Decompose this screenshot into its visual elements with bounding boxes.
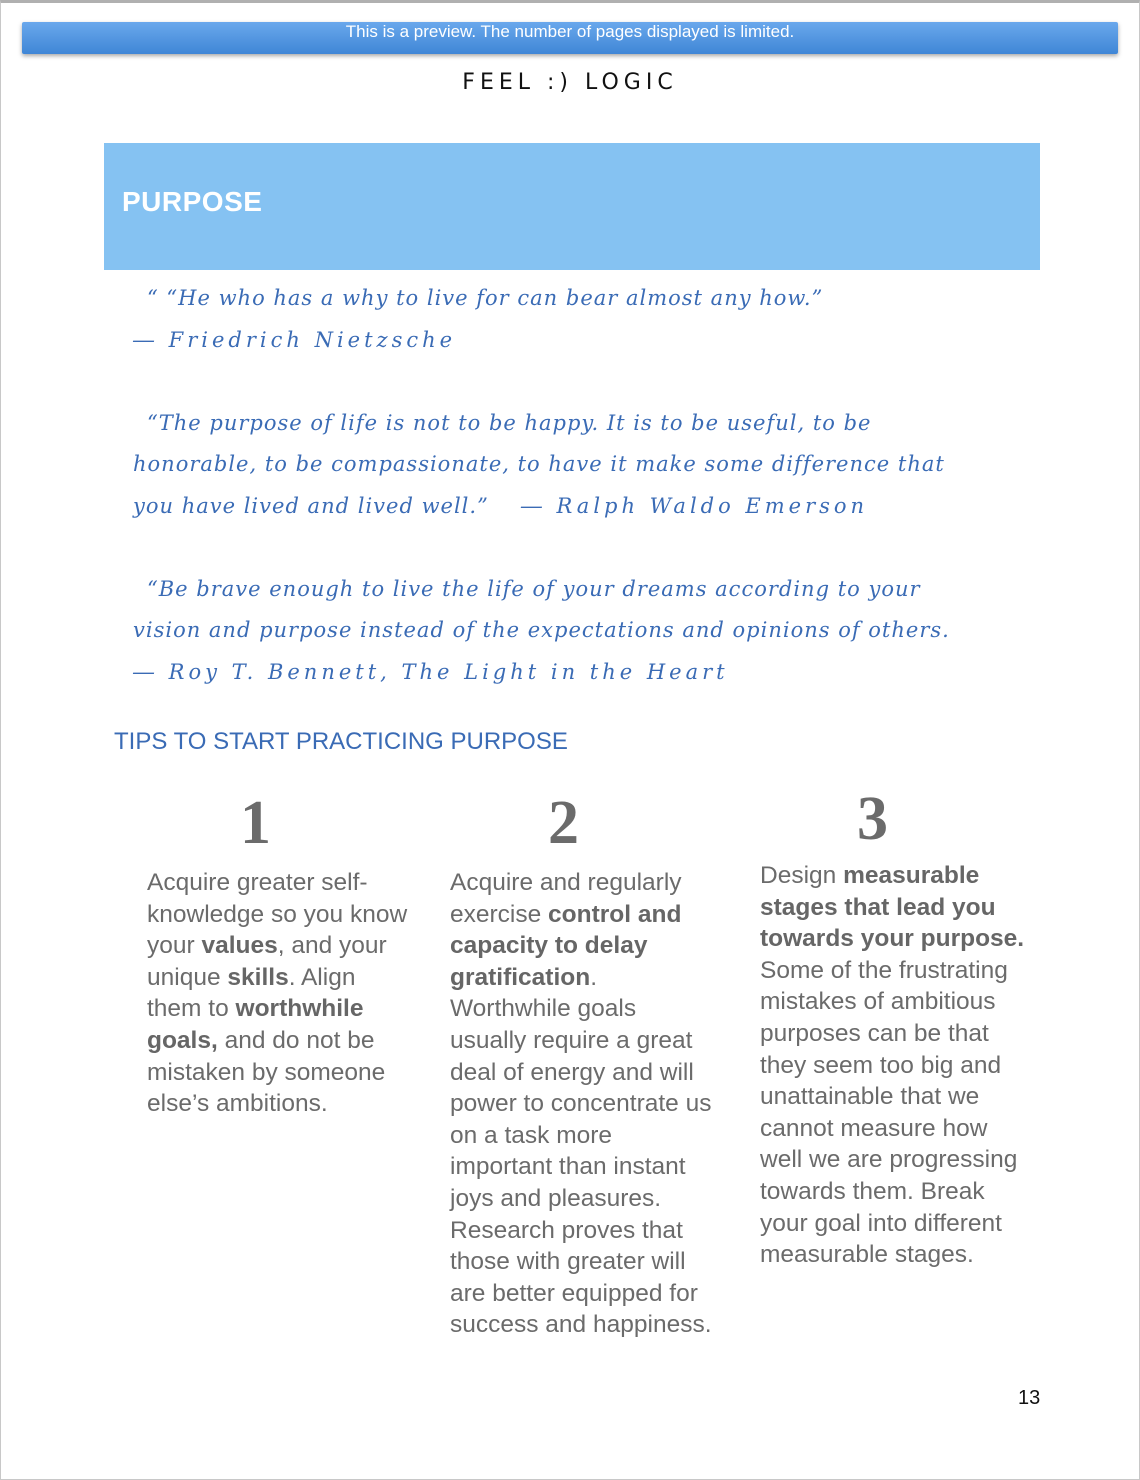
quote-author: ― Roy T. Bennett, The Light in the Heart xyxy=(133,659,729,684)
tip-text-emphasis: skills xyxy=(227,963,289,991)
tip-text-run: and do not be mistaken by someone else’s ambitions. xyxy=(147,1026,386,1118)
tip-text-run: . Worthwhile goals usually require a great deal of energy and will power to concentrate us on a task more important than instant joys and pleasures. Research proves that those with greater will are better equipped for success and happiness. xyxy=(450,963,712,1339)
section-banner xyxy=(104,143,1040,270)
quote-line: “Be brave enough to live the life of your dreams according to your xyxy=(147,576,921,601)
tip-text-run: . Align them to xyxy=(147,963,356,1023)
tip-text xyxy=(147,867,409,1120)
quote-line: “The purpose of life is not to be happy. It is to be useful, to be xyxy=(147,410,872,435)
tip-text xyxy=(450,867,716,1341)
tip-text-emphasis: worthwhile goals, xyxy=(147,995,364,1054)
quote-line: “ “He who has a why to live for can bear almost any how.” xyxy=(147,286,824,310)
section-title: PURPOSE xyxy=(122,186,263,217)
tip-text-emphasis: control and capacity to delay gratification xyxy=(450,900,682,991)
quote-author: ― Ralph Waldo Emerson xyxy=(520,493,869,518)
tip-text-emphasis: values xyxy=(201,932,278,960)
page-number: 13 xyxy=(1018,1387,1041,1409)
tip-text-run: Design xyxy=(760,862,844,889)
tip-text-run: Acquire and regularly exercise xyxy=(450,869,682,928)
preview-banner: This is a preview. The number of pages displayed is limited. xyxy=(22,22,1118,54)
tip-text-run: , and your unique xyxy=(147,932,387,991)
quote-author: ― Friedrich Nietzsche xyxy=(133,327,457,352)
quote-line: you have lived and lived well.” xyxy=(133,493,489,518)
quote-line: honorable, to be compassionate, to have it make some difference that xyxy=(133,452,945,476)
tip-number: 2 xyxy=(548,789,579,857)
tips-heading: TIPS TO START PRACTICING PURPOSE xyxy=(114,728,568,755)
quote-line-with-author xyxy=(133,486,1033,528)
tip-text-run: Some of the frustrating mistakes of ambitious purposes can be that they seem too big and unattainable that we cannot measure how well we are progressing towards them. Break your goal into different measurable stages. xyxy=(760,956,1018,1269)
quote-line: vision and purpose instead of the expectations and opinions of others. xyxy=(133,618,950,642)
tip-text-emphasis: measurable stages that lead you towards your purpose. xyxy=(760,862,1025,953)
tip-number: 1 xyxy=(240,789,271,857)
tip-number: 3 xyxy=(857,785,888,853)
book-title: FEEL :) LOGIC xyxy=(462,70,678,95)
tip-text-run: Acquire greater self-knowledge so you know your xyxy=(147,869,408,960)
quotes-block xyxy=(133,278,1033,693)
tip-text xyxy=(760,860,1032,1271)
